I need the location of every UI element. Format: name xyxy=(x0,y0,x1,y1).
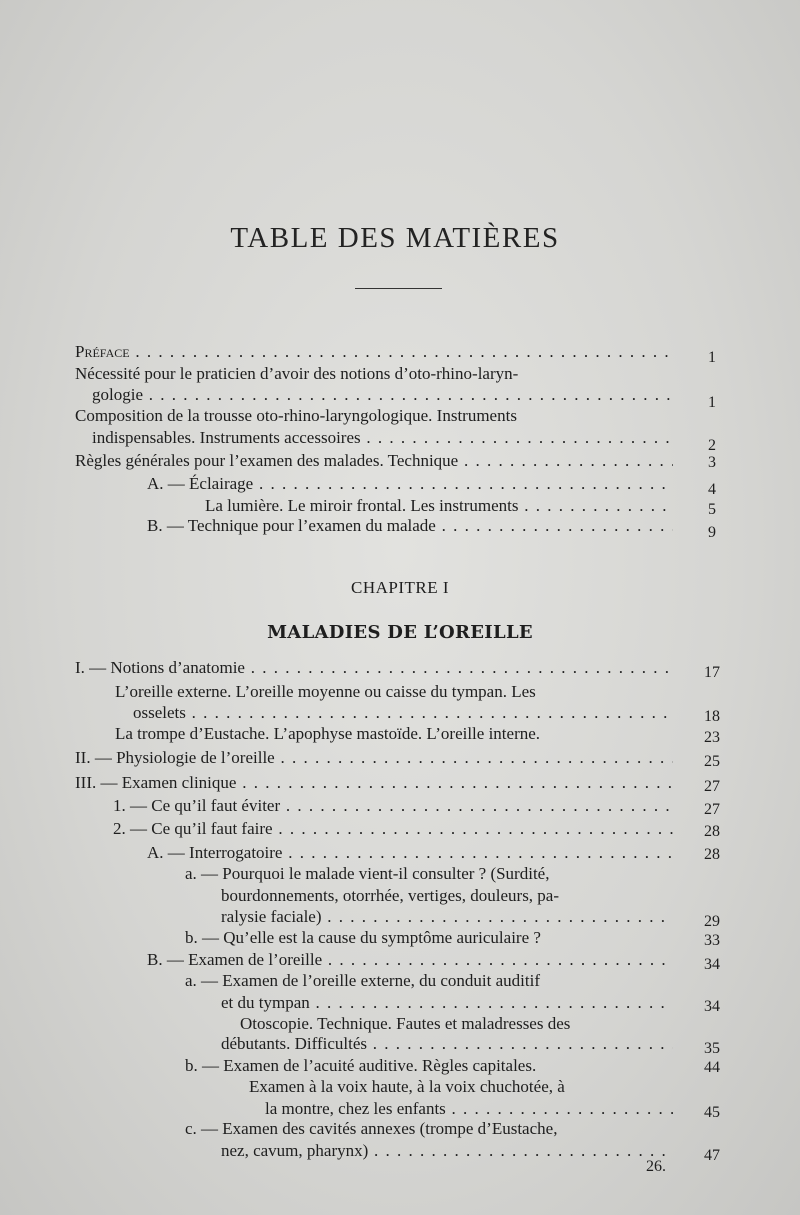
toc-page-number: 28 xyxy=(704,823,720,840)
toc-entry: L’oreille externe. L’oreille moyenne ou caisse du tympan. Les xyxy=(115,682,536,701)
toc-page-number: 35 xyxy=(704,1040,720,1057)
chapter-title: MALADIES DE L’OREILLE xyxy=(267,622,533,643)
toc-entry: a. — Examen de l’oreille externe, du conduit auditif xyxy=(185,971,540,990)
toc-page-number: 34 xyxy=(704,956,720,973)
toc-entry: a. — Pourquoi le malade vient-il consulter ? (Surdité, xyxy=(185,864,550,883)
toc-entry: La trompe d’Eustache. L’apophyse mastoïde. L’oreille interne. xyxy=(115,724,541,743)
toc-entry: Nécessité pour le praticien d’avoir des notions d’oto-rhino-laryn- xyxy=(75,364,519,383)
toc-entry: indispensables. Instruments accessoires . . . xyxy=(92,426,673,450)
toc-entry: B. — Technique pour l’examen du malade . . . xyxy=(147,514,673,538)
toc-page-number: 27 xyxy=(704,778,720,795)
toc-page-number: 47 xyxy=(704,1147,720,1164)
toc-page-number: 17 xyxy=(704,664,720,681)
toc-entry: nez, cavum, pharynx) . . . xyxy=(221,1139,673,1163)
toc-page-number: 2 xyxy=(708,437,716,454)
toc-entry: b. — Qu’elle est la cause du symptôme auriculaire ? xyxy=(185,928,541,947)
toc-entry: I. — Notions d’anatomie . . . xyxy=(75,656,673,680)
toc-page-number: 25 xyxy=(704,753,720,770)
toc-page-number: 34 xyxy=(704,998,720,1015)
page-title: TABLE DES MATIÈRES xyxy=(230,222,560,254)
toc-entry: ralysie faciale) . . . xyxy=(221,905,673,929)
toc-entry: 2. — Ce qu’il faut faire . . . xyxy=(113,817,673,841)
toc-page-number: 5 xyxy=(708,501,716,518)
toc-entry: débutants. Difficultés . . . xyxy=(221,1032,673,1056)
toc-entry: B. — Examen de l’oreille . . . xyxy=(147,948,673,972)
toc-page-number: 45 xyxy=(704,1104,720,1121)
toc-entry: A. — Interrogatoire . . . xyxy=(147,841,673,865)
toc-page-number: 27 xyxy=(704,801,720,818)
toc-page-number: 29 xyxy=(704,913,720,930)
toc-page-number: 9 xyxy=(708,524,716,541)
toc-entry: b. — Examen de l’acuité auditive. Règles capitales. xyxy=(185,1056,537,1075)
toc-entry: osselets . . . xyxy=(133,701,673,725)
toc-entry: Composition de la trousse oto-rhino-laryngologique. Instruments xyxy=(75,406,517,425)
toc-page-number: 4 xyxy=(708,481,716,498)
toc-page-number: 18 xyxy=(704,708,720,725)
toc-entry: Examen à la voix haute, à la voix chuchotée, à xyxy=(249,1077,565,1096)
toc-entry: gologie . . . xyxy=(92,383,673,407)
toc-entry: II. — Physiologie de l’oreille . . . xyxy=(75,746,673,770)
toc-page-number: 23 xyxy=(704,729,720,746)
toc-entry: La lumière. Le miroir frontal. Les instruments . . . xyxy=(205,494,673,518)
toc-entry: bourdonnements, otorrhée, vertiges, douleurs, pa- xyxy=(221,886,560,905)
toc-page-number: 33 xyxy=(704,932,720,949)
signature-mark: 26. xyxy=(646,1158,666,1175)
toc-entry: Règles générales pour l’examen des malades. Technique . . . xyxy=(75,449,673,473)
title-divider xyxy=(355,288,442,289)
toc-entry: Préface . . . xyxy=(75,340,673,364)
toc-entry: III. — Examen clinique . . . xyxy=(75,771,673,795)
chapter-heading: CHAPITRE I xyxy=(350,578,450,597)
toc-entry: la montre, chez les enfants . . . xyxy=(265,1097,673,1121)
toc-entry: et du tympan . . . xyxy=(221,991,673,1015)
toc-page-number: 28 xyxy=(704,846,720,863)
toc-entry: A. — Éclairage . . . xyxy=(147,472,673,496)
toc-entry: 1. — Ce qu’il faut éviter . . . xyxy=(113,794,673,818)
toc-entry: Otoscopie. Technique. Fautes et maladresses des xyxy=(240,1014,571,1033)
toc-page-number: 44 xyxy=(704,1059,720,1076)
toc-page-number: 1 xyxy=(708,349,716,366)
toc-page-number: 3 xyxy=(708,454,716,471)
toc-entry: c. — Examen des cavités annexes (trompe d’Eustache, xyxy=(185,1119,558,1138)
toc-page-number: 1 xyxy=(708,394,716,411)
